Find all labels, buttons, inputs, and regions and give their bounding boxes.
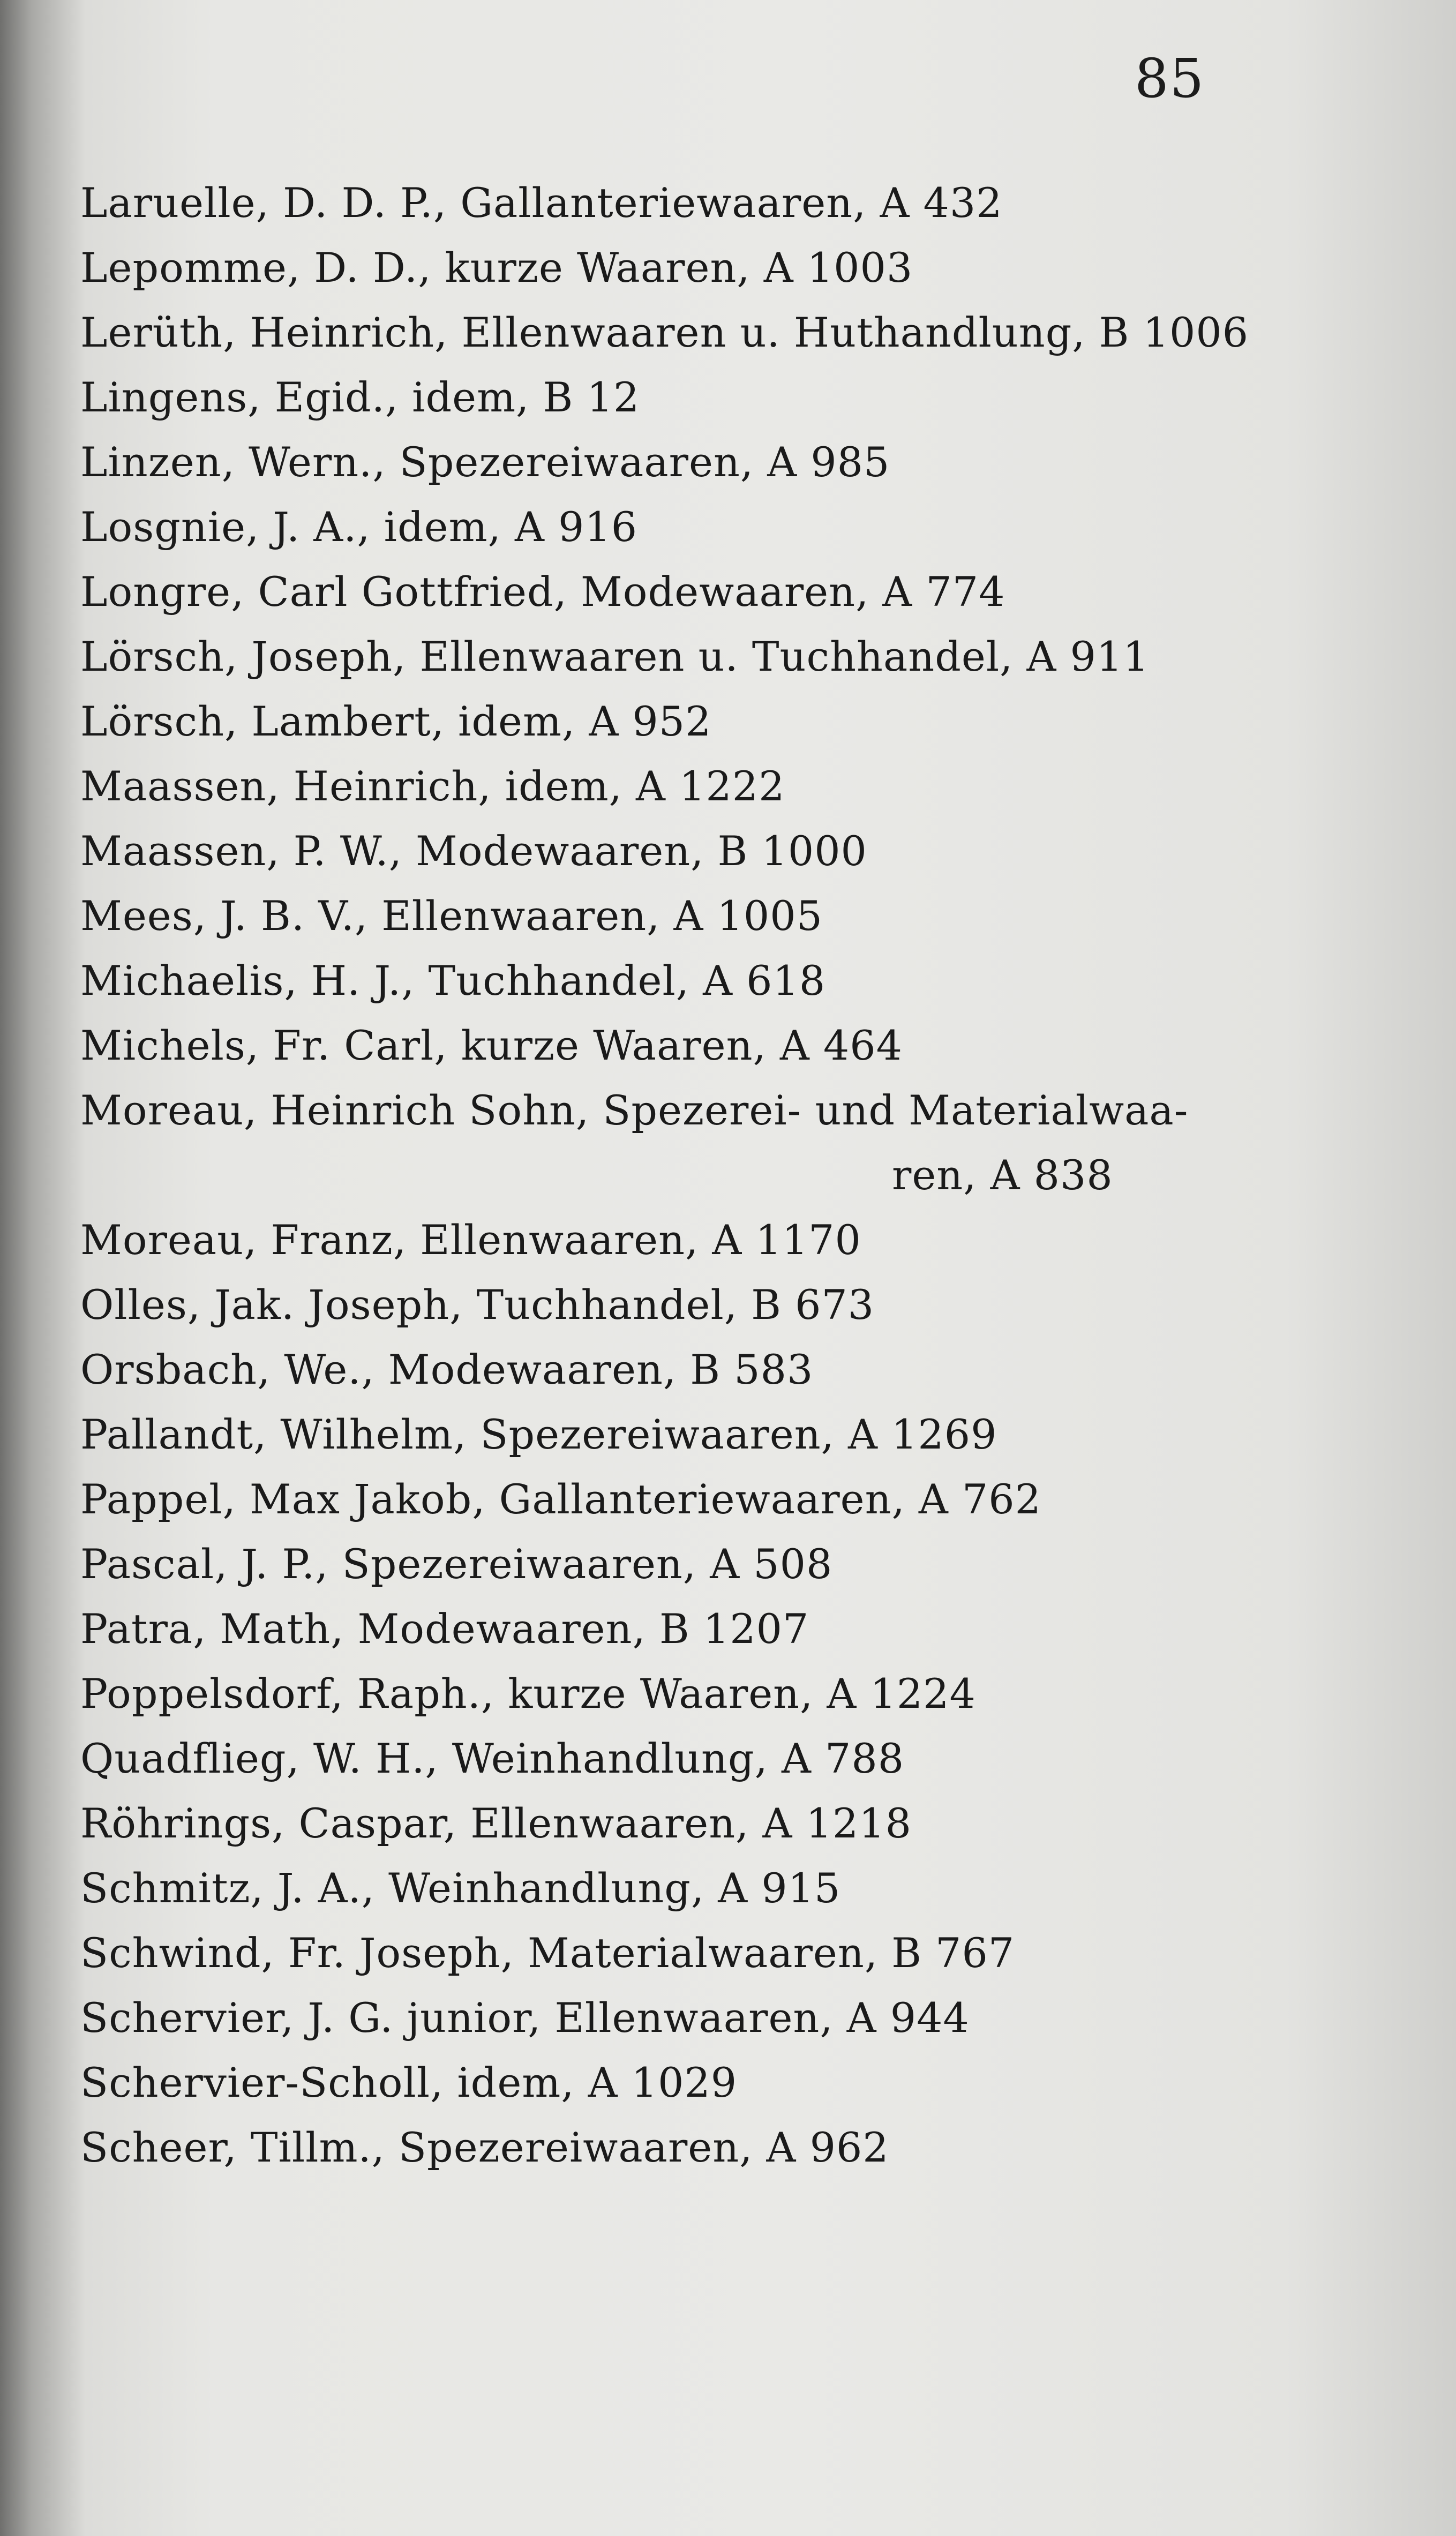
list-item: Patra, Math, Modewaaren, B 1207	[80, 1605, 809, 1653]
list-item-wrapped	[80, 1078, 1312, 1207]
list-item: Maassen, P. W., Modewaaren, B 1000	[80, 827, 867, 875]
list-item: Lörsch, Lambert, idem, A 952	[80, 697, 712, 745]
list-item: Michels, Fr. Carl, kurze Waaren, A 464	[80, 1022, 903, 1069]
list-item: Lepomme, D. D., kurze Waaren, A 1003	[80, 244, 913, 291]
list-item: Lörsch, Joseph, Ellenwaaren u. Tuchhandel, A 911	[80, 633, 1150, 680]
list-item: Linzen, Wern., Spezereiwaaren, A 985	[80, 438, 890, 486]
list-item: Olles, Jak. Joseph, Tuchhandel, B 673	[80, 1281, 875, 1329]
list-item: Pallandt, Wilhelm, Spezereiwaaren, A 1269	[80, 1410, 997, 1458]
page-number: 85	[1135, 47, 1205, 110]
list-item: Röhrings, Caspar, Ellenwaaren, A 1218	[80, 1799, 912, 1847]
list-item: Mees, J. B. V., Ellenwaaren, A 1005	[80, 892, 823, 940]
list-item: Michaelis, H. J., Tuchhandel, A 618	[80, 957, 826, 1004]
list-item: Pascal, J. P., Spezereiwaaren, A 508	[80, 1540, 833, 1588]
list-item: Losgnie, J. A., idem, A 916	[80, 503, 638, 551]
list-item-continuation: ren, A 838	[892, 1151, 1113, 1199]
list-item: Lingens, Egid., idem, B 12	[80, 373, 640, 421]
list-item: Lerüth, Heinrich, Ellenwaaren u. Huthandlung, B 1006	[80, 309, 1249, 356]
list-item: Quadflieg, W. H., Weinhandlung, A 788	[80, 1735, 905, 1782]
list-item: Schervier, J. G. junior, Ellenwaaren, A 944	[80, 1994, 970, 2042]
list-item: Schmitz, J. A., Weinhandlung, A 915	[80, 1864, 841, 1912]
list-item: Schwind, Fr. Joseph, Materialwaaren, B 767	[80, 1929, 1015, 1977]
list-item: Scheer, Tillm., Spezereiwaaren, A 962	[80, 2124, 889, 2171]
merchant-directory-list	[80, 170, 1312, 2180]
list-item: Orsbach, We., Modewaaren, B 583	[80, 1346, 814, 1393]
list-item: Longre, Carl Gottfried, Modewaaren, A 774	[80, 568, 1005, 616]
list-item: Schervier-Scholl, idem, A 1029	[80, 2059, 738, 2106]
list-item: Poppelsdorf, Raph., kurze Waaren, A 1224	[80, 1670, 976, 1717]
list-item: Maassen, Heinrich, idem, A 1222	[80, 762, 785, 810]
list-item-text: Moreau, Heinrich Sohn, Spezerei- und Materialwaa-	[80, 1086, 1189, 1134]
list-item: Pappel, Max Jakob, Gallanteriewaaren, A 762	[80, 1475, 1042, 1523]
list-item: Moreau, Franz, Ellenwaaren, A 1170	[80, 1216, 861, 1264]
list-item: Laruelle, D. D. P., Gallanteriewaaren, A 432	[80, 179, 1003, 227]
